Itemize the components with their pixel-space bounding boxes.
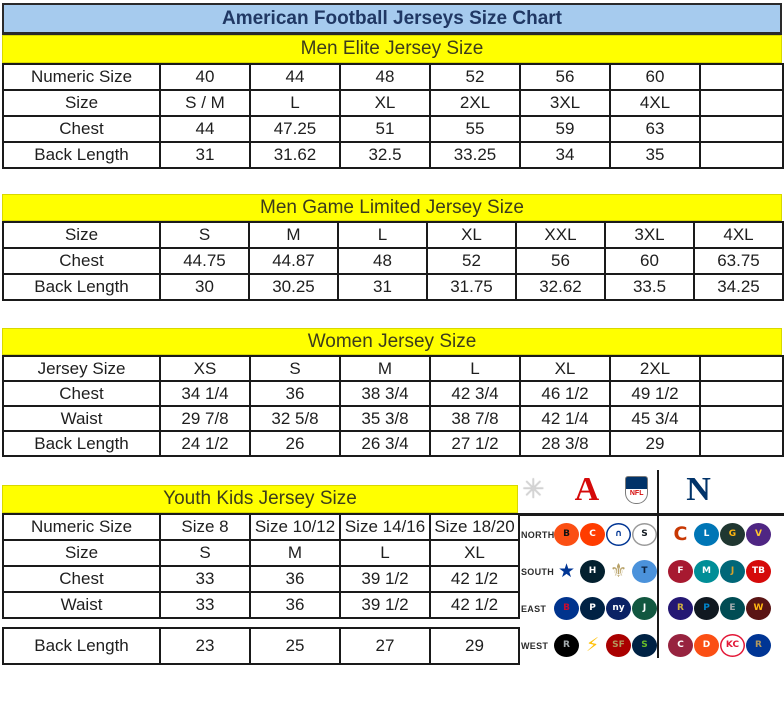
table-cell: 52 bbox=[430, 64, 520, 90]
table-cell: XXL bbox=[516, 222, 605, 248]
table-row bbox=[3, 592, 519, 618]
nfl-logo-panel bbox=[518, 466, 784, 664]
row-label: Chest bbox=[3, 566, 160, 592]
table-cell: 52 bbox=[427, 248, 516, 274]
row-label: Numeric Size bbox=[3, 514, 160, 540]
table-cell: 2XL bbox=[430, 90, 520, 116]
table-cell: 60 bbox=[610, 64, 700, 90]
team-logo-ravens: R bbox=[668, 597, 693, 620]
table-row bbox=[3, 248, 783, 274]
table-cell: 63.75 bbox=[694, 248, 783, 274]
table-cell bbox=[700, 64, 783, 90]
table-cell: 51 bbox=[340, 116, 430, 142]
row-label: Waist bbox=[3, 406, 160, 431]
table-row bbox=[3, 566, 519, 592]
table-cell: L bbox=[340, 540, 430, 566]
table-cell: 47.25 bbox=[250, 116, 340, 142]
team-logo-raiders: R bbox=[554, 634, 579, 657]
table-cell: 34.25 bbox=[694, 274, 783, 300]
team-logo-chiefs: KC bbox=[720, 634, 745, 657]
table-cell bbox=[700, 90, 783, 116]
team-logo-patriots: P bbox=[580, 597, 605, 620]
team-logo-saints: ⚜ bbox=[609, 560, 628, 582]
table-cell: 24 1/2 bbox=[160, 431, 250, 456]
team-logo-colts: ∩ bbox=[606, 523, 631, 546]
team-logo-dolphins: M bbox=[694, 560, 719, 583]
table-cell: 44.87 bbox=[249, 248, 338, 274]
team-logo-titans: T bbox=[632, 560, 657, 583]
table-cell: 39 1/2 bbox=[340, 566, 430, 592]
table-cell: 4XL bbox=[694, 222, 783, 248]
team-logo-eagles: E bbox=[720, 597, 745, 620]
team-logo-browns: C bbox=[580, 523, 605, 546]
section-header-youth: Youth Kids Jersey Size bbox=[2, 485, 518, 513]
table-cell: 36 bbox=[250, 592, 340, 618]
table-cell: XL bbox=[520, 356, 610, 381]
table-cell: Size 10/12 bbox=[250, 514, 340, 540]
table-cell: 49 1/2 bbox=[610, 381, 700, 406]
row-label: Numeric Size bbox=[3, 64, 160, 90]
team-logo-lions: L bbox=[694, 523, 719, 546]
team-logo-jets: J bbox=[632, 597, 657, 620]
row-label: Size bbox=[3, 540, 160, 566]
nfc-team-group bbox=[668, 597, 771, 620]
table-cell: M bbox=[249, 222, 338, 248]
table-cell: 33 bbox=[160, 592, 250, 618]
team-logo-cowboys: ★ bbox=[557, 560, 576, 582]
team-logo-jaguars: J bbox=[720, 560, 745, 583]
nfl-shield-icon bbox=[625, 476, 648, 504]
table-cell: 40 bbox=[160, 64, 250, 90]
table-cell: 60 bbox=[605, 248, 694, 274]
table-cell: 42 1/2 bbox=[430, 592, 519, 618]
table-cell: 30 bbox=[160, 274, 249, 300]
table-cell: 33.5 bbox=[605, 274, 694, 300]
table-cell: M bbox=[250, 540, 340, 566]
table-cell: 44 bbox=[250, 64, 340, 90]
table-cell: 4XL bbox=[610, 90, 700, 116]
table-cell: 48 bbox=[340, 64, 430, 90]
table-cell: 29 7/8 bbox=[160, 406, 250, 431]
table-cell: 35 3/8 bbox=[340, 406, 430, 431]
table-cell: Size 14/16 bbox=[340, 514, 430, 540]
division-label: SOUTH bbox=[521, 566, 554, 577]
team-logo-falcons: F bbox=[668, 560, 693, 583]
nfc-team-group bbox=[668, 523, 771, 546]
table-row bbox=[3, 381, 783, 406]
table-cell: 26 bbox=[250, 431, 340, 456]
table-row bbox=[3, 222, 783, 248]
section-header-men-elite: Men Elite Jersey Size bbox=[2, 35, 782, 63]
team-logo-redskins: W bbox=[746, 597, 771, 620]
nfc-logo: N bbox=[686, 470, 711, 508]
table-row bbox=[3, 274, 783, 300]
table-cell: 32 5/8 bbox=[250, 406, 340, 431]
afc-team-group bbox=[554, 634, 657, 657]
team-logo-bears: C bbox=[673, 523, 688, 545]
division-label: NORTH bbox=[521, 529, 555, 540]
table-cell: 42 1/2 bbox=[430, 566, 519, 592]
table-cell: L bbox=[338, 222, 427, 248]
table-cell: 46 1/2 bbox=[520, 381, 610, 406]
table-cell: 38 3/4 bbox=[340, 381, 430, 406]
table-cell: 59 bbox=[520, 116, 610, 142]
table-cell: M bbox=[340, 356, 430, 381]
row-label: Waist bbox=[3, 592, 160, 618]
table-cell: S bbox=[160, 540, 250, 566]
afc-team-group bbox=[554, 523, 657, 546]
table-row bbox=[3, 64, 783, 90]
table-cell: XL bbox=[427, 222, 516, 248]
youth-size-table bbox=[2, 513, 520, 619]
table-cell bbox=[700, 142, 783, 168]
table-cell: 25 bbox=[250, 628, 340, 664]
team-logo-chargers: ⚡ bbox=[585, 634, 600, 656]
table-cell: XS bbox=[160, 356, 250, 381]
team-logo-panthers: P bbox=[694, 597, 719, 620]
conference-header-row bbox=[518, 466, 784, 516]
table-row bbox=[3, 116, 783, 142]
team-logo-rams: R bbox=[746, 634, 771, 657]
table-cell: 33 bbox=[160, 566, 250, 592]
table-cell: 44 bbox=[160, 116, 250, 142]
table-cell: 27 bbox=[340, 628, 430, 664]
page-title: American Football Jerseys Size Chart bbox=[2, 3, 782, 35]
section-header-men-game: Men Game Limited Jersey Size bbox=[2, 194, 782, 221]
division-label: WEST bbox=[521, 640, 549, 651]
team-logo-bills: B bbox=[554, 597, 579, 620]
table-cell: 45 3/4 bbox=[610, 406, 700, 431]
table-cell: 31.75 bbox=[427, 274, 516, 300]
table-cell: 29 bbox=[430, 628, 519, 664]
row-label: Back Length bbox=[3, 628, 160, 664]
table-cell: 42 1/4 bbox=[520, 406, 610, 431]
nfl-shield-label: NFL bbox=[629, 489, 644, 497]
table-cell: 55 bbox=[430, 116, 520, 142]
table-cell: 26 3/4 bbox=[340, 431, 430, 456]
table-cell: 31.62 bbox=[250, 142, 340, 168]
division-row-south bbox=[518, 553, 784, 590]
division-row-north bbox=[518, 516, 784, 553]
row-label: Chest bbox=[3, 381, 160, 406]
youth-back-length-row bbox=[2, 627, 520, 665]
table-row bbox=[3, 514, 519, 540]
table-cell: 48 bbox=[338, 248, 427, 274]
table-row bbox=[3, 90, 783, 116]
women-size-table bbox=[2, 355, 784, 457]
section-header-women: Women Jersey Size bbox=[2, 328, 782, 355]
team-logo-broncos: D bbox=[694, 634, 719, 657]
row-label: Size bbox=[3, 222, 160, 248]
division-label: EAST bbox=[521, 603, 547, 614]
table-cell: 63 bbox=[610, 116, 700, 142]
table-cell: 23 bbox=[160, 628, 250, 664]
team-logo-seahawks: S bbox=[632, 634, 657, 657]
table-cell: 44.75 bbox=[160, 248, 249, 274]
team-logo-vikings: V bbox=[746, 523, 771, 546]
table-row bbox=[3, 406, 783, 431]
row-label: Chest bbox=[3, 116, 160, 142]
table-cell: 2XL bbox=[610, 356, 700, 381]
table-cell: 32.62 bbox=[516, 274, 605, 300]
table-cell: 35 bbox=[610, 142, 700, 168]
table-cell: 3XL bbox=[520, 90, 610, 116]
table-cell: L bbox=[250, 90, 340, 116]
table-cell: 3XL bbox=[605, 222, 694, 248]
table-cell: Size 8 bbox=[160, 514, 250, 540]
snowflake-icon: ✳ bbox=[522, 474, 545, 505]
team-logo-cardinals: C bbox=[668, 634, 693, 657]
table-cell: XL bbox=[430, 540, 519, 566]
row-label: Jersey Size bbox=[3, 356, 160, 381]
team-logo-giants: ny bbox=[606, 597, 631, 620]
table-cell: Size 18/20 bbox=[430, 514, 519, 540]
table-cell: 28 3/8 bbox=[520, 431, 610, 456]
table-cell: 56 bbox=[520, 64, 610, 90]
table-cell: 27 1/2 bbox=[430, 431, 520, 456]
table-cell: 34 bbox=[520, 142, 610, 168]
team-logo-buccaneers: TB bbox=[746, 560, 771, 583]
team-logo-texans: H bbox=[580, 560, 605, 583]
division-row-west bbox=[518, 627, 784, 664]
men-game-limited-size-table bbox=[2, 221, 784, 301]
table-cell bbox=[700, 431, 783, 456]
table-cell: 38 7/8 bbox=[430, 406, 520, 431]
row-label: Back Length bbox=[3, 274, 160, 300]
table-cell: 32.5 bbox=[340, 142, 430, 168]
table-row bbox=[3, 356, 783, 381]
table-cell: 33.25 bbox=[430, 142, 520, 168]
table-row bbox=[3, 540, 519, 566]
table-cell: 39 1/2 bbox=[340, 592, 430, 618]
row-label: Back Length bbox=[3, 142, 160, 168]
table-cell bbox=[700, 381, 783, 406]
nfc-team-group bbox=[668, 634, 771, 657]
table-cell: XL bbox=[340, 90, 430, 116]
afc-team-group bbox=[554, 560, 657, 583]
table-cell: 36 bbox=[250, 381, 340, 406]
table-cell: S / M bbox=[160, 90, 250, 116]
table-cell: 42 3/4 bbox=[430, 381, 520, 406]
table-cell: 36 bbox=[250, 566, 340, 592]
team-logo-steelers: S bbox=[632, 523, 657, 546]
men-elite-size-table bbox=[2, 63, 784, 169]
row-label: Size bbox=[3, 90, 160, 116]
table-cell: S bbox=[160, 222, 249, 248]
table-row bbox=[3, 142, 783, 168]
nfc-team-group bbox=[668, 560, 771, 583]
row-label: Chest bbox=[3, 248, 160, 274]
team-logo-49ers: SF bbox=[606, 634, 631, 657]
team-logo-bengals: B bbox=[554, 523, 579, 546]
table-row bbox=[3, 628, 519, 664]
table-cell: 31 bbox=[160, 142, 250, 168]
table-cell: 30.25 bbox=[249, 274, 338, 300]
table-cell bbox=[700, 356, 783, 381]
table-cell: 34 1/4 bbox=[160, 381, 250, 406]
afc-team-group bbox=[554, 597, 657, 620]
row-label: Back Length bbox=[3, 431, 160, 456]
table-cell: 29 bbox=[610, 431, 700, 456]
afc-logo: A bbox=[574, 470, 600, 508]
table-cell: 31 bbox=[338, 274, 427, 300]
division-rows bbox=[518, 516, 784, 664]
table-cell: S bbox=[250, 356, 340, 381]
table-cell bbox=[700, 406, 783, 431]
table-cell bbox=[700, 116, 783, 142]
division-row-east bbox=[518, 590, 784, 627]
team-logo-packers: G bbox=[720, 523, 745, 546]
table-cell: 56 bbox=[516, 248, 605, 274]
table-cell: L bbox=[430, 356, 520, 381]
table-row bbox=[3, 431, 783, 456]
